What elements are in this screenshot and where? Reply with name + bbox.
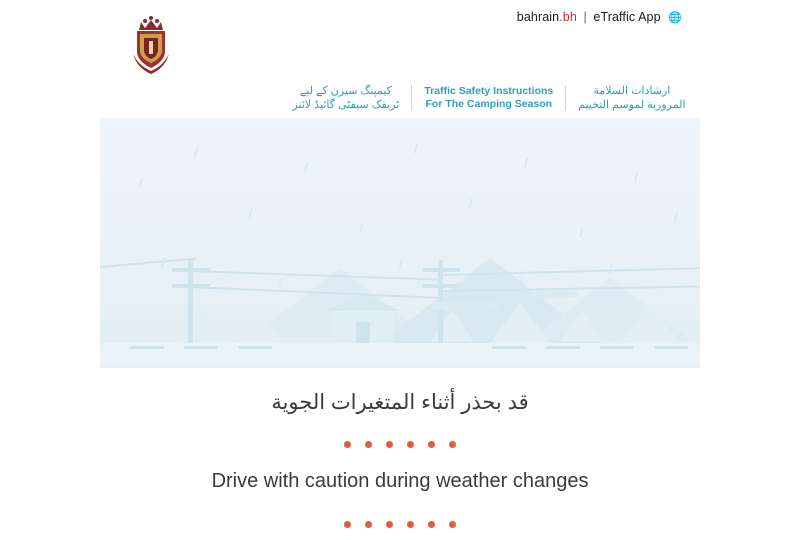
pole-crossbar <box>422 284 460 288</box>
tent-5 <box>490 302 550 344</box>
title-arabic-line2: المرورية لموسم التخييم <box>578 99 686 111</box>
dot <box>386 521 393 528</box>
dot <box>344 521 351 528</box>
tent-1 <box>120 310 164 342</box>
tent-7 <box>620 302 680 344</box>
dot <box>407 521 414 528</box>
title-urdu <box>280 84 411 112</box>
title-urdu-line2: ٹریفک سیفٹی گائیڈ لائنز <box>292 99 400 111</box>
title-english-line1: Traffic Safety Instructions <box>424 85 554 97</box>
hut-building <box>332 310 394 344</box>
dot <box>365 521 372 528</box>
dot-separator-bottom <box>0 521 800 528</box>
brand-separator: | <box>583 10 587 24</box>
brand-bar <box>517 10 682 24</box>
header <box>0 0 800 118</box>
brand-site-name[interactable]: bahrain.bh <box>516 10 577 24</box>
dot <box>365 441 372 448</box>
title-english <box>411 85 566 111</box>
road-dash <box>184 346 218 349</box>
bahrain-traffic-emblem-icon <box>127 14 175 74</box>
dot <box>386 441 393 448</box>
caption-arabic: قد بحذر أثناء المتغيرات الجوية <box>271 391 529 414</box>
road-dash <box>654 346 688 349</box>
dot <box>428 521 435 528</box>
road-dash <box>600 346 634 349</box>
road-dash <box>492 346 526 349</box>
road-dash <box>130 346 164 349</box>
hut-door <box>356 322 370 344</box>
puddle-2 <box>530 290 578 299</box>
road-dash <box>238 346 272 349</box>
pole-crossbar <box>422 268 460 272</box>
tent-2 <box>175 302 235 344</box>
globe-icon: 🌐 <box>668 12 682 24</box>
tent-4 <box>430 310 474 342</box>
dot <box>407 441 414 448</box>
title-urdu-line1: کیمپنگ سیزن کے لیے <box>299 85 392 97</box>
title-arabic-line1: ارشادات السلامة <box>593 85 671 97</box>
road-dash <box>546 346 580 349</box>
title-band <box>286 84 692 112</box>
dot <box>449 521 456 528</box>
illustration-scene <box>100 118 700 368</box>
dot-separator-top <box>0 441 800 448</box>
etraffic-app-label[interactable]: eTraffic App <box>593 10 661 24</box>
power-pole-left <box>188 260 193 350</box>
brand-domain-suffix: .bh <box>559 10 577 24</box>
dot <box>344 441 351 448</box>
caption-english: Drive with caution during weather changes <box>211 470 589 492</box>
tent-6 <box>560 310 604 342</box>
dot <box>428 441 435 448</box>
puddle-1 <box>430 300 500 312</box>
title-english-line2: For The Camping Season <box>425 98 553 110</box>
car-illustration <box>312 365 582 368</box>
title-arabic <box>566 84 697 112</box>
dot <box>449 441 456 448</box>
tent-3 <box>240 312 284 344</box>
